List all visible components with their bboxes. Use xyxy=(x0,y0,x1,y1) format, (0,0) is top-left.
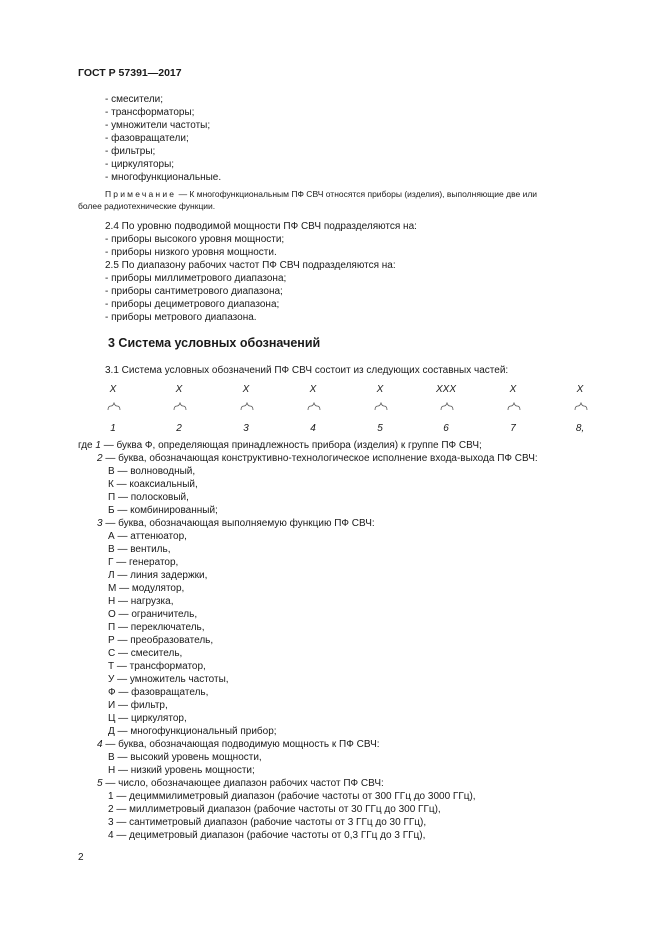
brace-icon xyxy=(575,403,587,410)
list-item: Ф — фазовращатель, xyxy=(108,687,209,698)
section-2-5-heading: 2.5 По диапазону рабочих частот ПФ СВЧ подразделяются на: xyxy=(105,260,396,271)
definition-number: 3 xyxy=(97,518,103,529)
definition-number: 1 xyxy=(95,440,101,451)
list-item: - приборы сантиметрового диапазона; xyxy=(105,286,283,297)
scheme-letter: X xyxy=(376,384,384,395)
list-item: - приборы дециметрового диапазона; xyxy=(105,299,280,310)
list-item: - фазовращатели; xyxy=(105,133,189,144)
list-item: К — коаксиальный, xyxy=(108,479,198,490)
list-item: В — высокий уровень мощности, xyxy=(108,752,262,763)
brace-icon xyxy=(174,403,186,410)
definition-prefix: где xyxy=(78,440,96,451)
list-item: С — смеситель, xyxy=(108,648,183,659)
list-item: - умножители частоты; xyxy=(105,120,211,131)
brace-icon xyxy=(108,403,120,410)
list-item: 3 — сантиметровый диапазон (рабочие частоты от 3 ГГц до 30 ГГц), xyxy=(108,817,427,828)
list-item: А — аттенюатор, xyxy=(108,531,187,542)
scheme-number: 8, xyxy=(575,423,585,434)
list-item: Ц — циркулятор, xyxy=(108,713,187,724)
definition-number: 4 xyxy=(97,739,103,750)
list-item: - приборы метрового диапазона. xyxy=(105,312,257,323)
section-3-1-intro: 3.1 Система условных обозначений ПФ СВЧ состоит из следующих составных частей: xyxy=(105,365,509,376)
definition-text: — буква, обозначающая подводимую мощность к ПФ СВЧ: xyxy=(102,739,380,750)
definition-number: 2 xyxy=(97,453,103,464)
scheme-number: 1 xyxy=(110,423,116,434)
brace-icon xyxy=(241,403,253,410)
list-item: У — умножитель частоты, xyxy=(108,674,229,685)
note-label: Примечание xyxy=(105,189,177,199)
definition-number: 5 xyxy=(97,778,103,789)
list-item: О — ограничитель, xyxy=(108,609,198,620)
list-item: Н — низкий уровень мощности; xyxy=(108,765,255,776)
page-number: 2 xyxy=(78,852,84,863)
definition-3 xyxy=(97,517,375,530)
list-item: Т — трансформатор, xyxy=(108,661,206,672)
list-item: П — полосковый, xyxy=(108,492,189,503)
note-text: — К многофункциональным ПФ СВЧ относятся приборы (изделия), выполняющие две или xyxy=(176,189,538,199)
list-item: В — волноводный, xyxy=(108,466,196,477)
definition-5 xyxy=(97,777,384,790)
list-item: Б — комбинированный; xyxy=(108,505,218,516)
scheme-number: 6 xyxy=(443,423,449,434)
scheme-letter: X xyxy=(509,384,517,395)
list-item: Г — генератор, xyxy=(108,557,179,568)
list-item: - смесители; xyxy=(105,94,164,105)
list-item: - фильтры; xyxy=(105,146,156,157)
section-3-heading: 3 Система условных обозначений xyxy=(108,336,321,350)
definition-2 xyxy=(97,452,538,465)
scheme-letter: X xyxy=(109,384,117,395)
list-item: Р — преобразователь, xyxy=(108,635,214,646)
note-line-2: более радиотехнические функции. xyxy=(78,201,216,211)
scheme-braces xyxy=(0,402,661,414)
note-line-1 xyxy=(105,188,537,200)
definition-text: — буква, обозначающая выполняемую функцию ПФ СВЧ: xyxy=(102,518,375,529)
definition-4 xyxy=(97,738,380,751)
brace-icon xyxy=(441,403,453,410)
list-item: Л — линия задержки, xyxy=(108,570,208,581)
list-item: Н — нагрузка, xyxy=(108,596,174,607)
scheme-number: 2 xyxy=(176,423,182,434)
brace-icon xyxy=(375,403,387,410)
list-item: 4 — дециметровый диапазон (рабочие частоты от 0,3 ГГц до 3 ГГц), xyxy=(108,830,426,841)
list-item: - приборы высокого уровня мощности; xyxy=(105,234,285,245)
definition-text: — буква Ф, определяющая принадлежность прибора (изделия) к группе ПФ СВЧ; xyxy=(100,440,482,451)
scheme-number: 3 xyxy=(243,423,249,434)
list-item: - приборы низкого уровня мощности. xyxy=(105,247,277,258)
list-item: - приборы миллиметрового диапазона; xyxy=(105,273,287,284)
list-item: И — фильтр, xyxy=(108,700,168,711)
document-header: ГОСТ Р 57391—2017 xyxy=(78,67,182,79)
list-item: - циркуляторы; xyxy=(105,159,175,170)
scheme-letter: X xyxy=(242,384,250,395)
scheme-number: 7 xyxy=(510,423,516,434)
list-item: П — переключатель, xyxy=(108,622,205,633)
scheme-letter: XXX xyxy=(435,384,456,395)
list-item: Д — многофункциональный прибор; xyxy=(108,726,277,737)
section-2-4-heading: 2.4 По уровню подводимой мощности ПФ СВЧ подразделяются на: xyxy=(105,221,417,232)
definition-text: — буква, обозначающая конструктивно-технологическое исполнение входа-выхода ПФ СВЧ: xyxy=(102,453,538,464)
brace-icon xyxy=(308,403,320,410)
definition-1 xyxy=(78,439,482,452)
list-item: 1 — дециммилиметровый диапазон (рабочие частоты от 300 ГГц до 3000 ГГц), xyxy=(108,791,476,802)
scheme-number: 5 xyxy=(377,423,383,434)
definition-text: — число, обозначающее диапазон рабочих частот ПФ СВЧ: xyxy=(102,778,384,789)
scheme-letter: X xyxy=(175,384,183,395)
list-item: - многофункциональные. xyxy=(105,172,222,183)
brace-icon xyxy=(508,403,520,410)
list-item: М — модулятор, xyxy=(108,583,185,594)
scheme-number: 4 xyxy=(310,423,316,434)
scheme-letter: X xyxy=(309,384,317,395)
scheme-letter: X xyxy=(576,384,584,395)
list-item: 2 — миллиметровый диапазон (рабочие частоты от 30 ГГц до 300 ГГц), xyxy=(108,804,441,815)
list-item: - трансформаторы; xyxy=(105,107,195,118)
list-item: В — вентиль, xyxy=(108,544,171,555)
